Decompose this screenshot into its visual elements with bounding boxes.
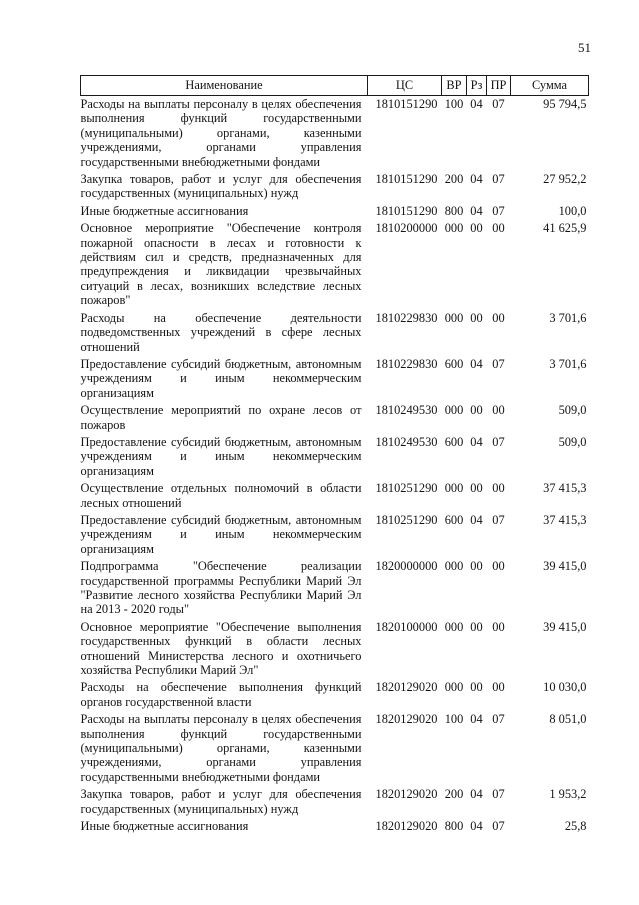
cell-sum: 41 625,9: [543, 221, 587, 236]
cell-sum: 3 701,6: [549, 356, 587, 371]
cell-cs: 1810249530: [375, 403, 438, 418]
cell-vr: 600: [444, 434, 464, 449]
cell-name: Расходы на выплаты персоналу в целях обеспечения выполнения функций государственными (муниципальными) органами, казенными учреждениями, органами управления государственными внебюджетными фондами: [80, 712, 362, 784]
table-row: [81, 480, 589, 512]
cell-sum: 39 415,0: [543, 619, 587, 634]
header-vr: ВР: [442, 76, 467, 96]
cell-vr: 100: [444, 712, 464, 727]
cell-cs: 1810151290: [375, 172, 438, 187]
cell-vr: 600: [444, 356, 464, 371]
cell-rz: 00: [470, 680, 483, 695]
table-row: [81, 220, 589, 309]
header-rz: Рз: [467, 76, 487, 96]
cell-rz: 04: [470, 356, 483, 371]
cell-sum: 25,8: [564, 819, 587, 834]
cell-rz: 00: [470, 310, 483, 325]
cell-sum: 509,0: [558, 434, 587, 449]
cell-rz: 04: [470, 712, 483, 727]
cell-pr: 07: [492, 203, 505, 218]
cell-cs: 1820129020: [375, 680, 438, 695]
cell-cs: 1820100000: [375, 619, 438, 634]
cell-sum: 37 415,3: [543, 512, 587, 527]
cell-vr: 800: [444, 819, 464, 834]
table-row: [81, 818, 589, 835]
cell-rz: 00: [470, 619, 483, 634]
cell-name: Предоставление субсидий бюджетным, автономным учреждениям и иным некоммерческим организациям: [80, 356, 362, 400]
cell-pr: 00: [492, 403, 505, 418]
cell-rz: 04: [470, 97, 483, 111]
cell-sum: 8 051,0: [549, 712, 587, 727]
cell-pr: 00: [492, 310, 505, 325]
cell-sum: 3 701,6: [549, 310, 587, 325]
cell-name: Подпрограмма "Обеспечение реализации государственной программы Республики Марий Эл "Развитие лесного хозяйства Республики Марий Эл на 2013 - 2020 годы": [80, 559, 362, 617]
cell-name: Расходы на обеспечение выполнения функций органов государственной власти: [80, 680, 362, 709]
cell-cs: 1810151290: [375, 203, 438, 218]
table-row: [81, 171, 589, 203]
cell-rz: 04: [470, 787, 483, 802]
cell-cs: 1810249530: [375, 434, 438, 449]
cell-cs: 1810251290: [375, 481, 438, 496]
header-cs: ЦС: [368, 76, 442, 96]
cell-name: Иные бюджетные ассигнования: [80, 203, 249, 218]
cell-name: Осуществление отдельных полномочий в области лесных отношений: [80, 481, 362, 510]
cell-vr: 600: [444, 512, 464, 527]
cell-vr: 000: [444, 310, 464, 325]
table-body: [81, 96, 589, 836]
cell-pr: 07: [492, 434, 505, 449]
cell-name: Предоставление субсидий бюджетным, автономным учреждениям и иным некоммерческим организациям: [80, 512, 362, 556]
cell-cs: 1810229830: [375, 310, 438, 325]
table-row: [81, 356, 589, 402]
cell-pr: 07: [492, 172, 505, 187]
cell-vr: 000: [444, 221, 464, 236]
cell-name: Основное мероприятие "Обеспечение выполнения государственных функций в области лесных отношений Министерства лесного и охотничьего хозяйства Республики Марий Эл": [80, 619, 362, 678]
header-sum: Сумма: [511, 76, 589, 96]
cell-pr: 07: [492, 512, 505, 527]
cell-name: Расходы на обеспечение деятельности подведомственных учреждений в сфере лесных отношений: [80, 310, 362, 354]
table-row: [81, 512, 589, 558]
cell-cs: 1820000000: [375, 559, 438, 574]
cell-pr: 00: [492, 559, 505, 574]
cell-pr: 07: [492, 819, 505, 834]
cell-name: Осуществление мероприятий по охране лесов от пожаров: [80, 403, 362, 432]
cell-pr: 00: [492, 619, 505, 634]
cell-vr: 200: [444, 787, 464, 802]
table-row: [81, 619, 589, 680]
cell-vr: 000: [444, 403, 464, 418]
table-row: [81, 434, 589, 480]
header-pr: ПР: [487, 76, 511, 96]
cell-name: Закупка товаров, работ и услуг для обеспечения государственных (муниципальных) нужд: [80, 172, 362, 201]
cell-vr: 200: [444, 172, 464, 187]
cell-pr: 00: [492, 680, 505, 695]
table-row: [81, 679, 589, 711]
cell-pr: 07: [492, 97, 505, 111]
cell-rz: 00: [470, 221, 483, 236]
cell-sum: 1 953,2: [549, 787, 587, 802]
cell-sum: 37 415,3: [543, 481, 587, 496]
table-row: [81, 786, 589, 818]
cell-name: Предоставление субсидий бюджетным, автономным учреждениям и иным некоммерческим организациям: [80, 434, 362, 478]
cell-pr: 07: [492, 356, 505, 371]
cell-rz: 04: [470, 512, 483, 527]
cell-vr: 800: [444, 203, 464, 218]
table-row: [81, 310, 589, 356]
budget-table: [80, 75, 589, 836]
table-row: [81, 711, 589, 786]
cell-rz: 00: [470, 403, 483, 418]
cell-cs: 1810251290: [375, 512, 438, 527]
cell-vr: 000: [444, 680, 464, 695]
header-name: Наименование: [81, 76, 368, 96]
cell-rz: 00: [470, 559, 483, 574]
header-row: [81, 76, 589, 96]
cell-sum: 27 952,2: [543, 172, 587, 187]
table-row: [81, 402, 589, 434]
cell-name: Закупка товаров, работ и услуг для обеспечения государственных (муниципальных) нужд: [80, 787, 362, 816]
table-row: [81, 203, 589, 220]
cell-cs: 1820129020: [375, 712, 438, 727]
cell-cs: 1820129020: [375, 787, 438, 802]
cell-sum: 95 794,5: [543, 97, 587, 111]
cell-vr: 000: [444, 481, 464, 496]
cell-pr: 07: [492, 787, 505, 802]
cell-rz: 04: [470, 434, 483, 449]
cell-cs: 1810151290: [375, 97, 438, 111]
cell-cs: 1810229830: [375, 356, 438, 371]
cell-name: Расходы на выплаты персоналу в целях обеспечения выполнения функций государственными (муниципальными) органами, казенными учреждениями, органами управления государственными внебюджетными фондами: [80, 97, 362, 169]
cell-name: Основное мероприятие "Обеспечение контроля пожарной опасности в лесах и готовности к действиям сил и средств, предназначенных для предупреждения и ликвидации чрезвычайных ситуаций в лесах, возникших вследствие лесных пожаров": [80, 221, 362, 308]
cell-pr: 07: [492, 712, 505, 727]
table-row: [81, 558, 589, 619]
cell-vr: 100: [444, 97, 464, 111]
table-row: [81, 96, 589, 172]
cell-rz: 04: [470, 819, 483, 834]
cell-cs: 1810200000: [375, 221, 438, 236]
page-number: 51: [578, 40, 591, 55]
cell-sum: 100,0: [558, 203, 587, 218]
table-header: [81, 76, 589, 96]
cell-name: Иные бюджетные ассигнования: [80, 819, 249, 834]
cell-sum: 39 415,0: [543, 559, 587, 574]
cell-cs: 1820129020: [375, 819, 438, 834]
cell-sum: 10 030,0: [543, 680, 587, 695]
cell-sum: 509,0: [558, 403, 587, 418]
cell-pr: 00: [492, 481, 505, 496]
cell-pr: 00: [492, 221, 505, 236]
cell-rz: 00: [470, 481, 483, 496]
cell-rz: 04: [470, 172, 483, 187]
cell-vr: 000: [444, 619, 464, 634]
cell-vr: 000: [444, 559, 464, 574]
cell-rz: 04: [470, 203, 483, 218]
